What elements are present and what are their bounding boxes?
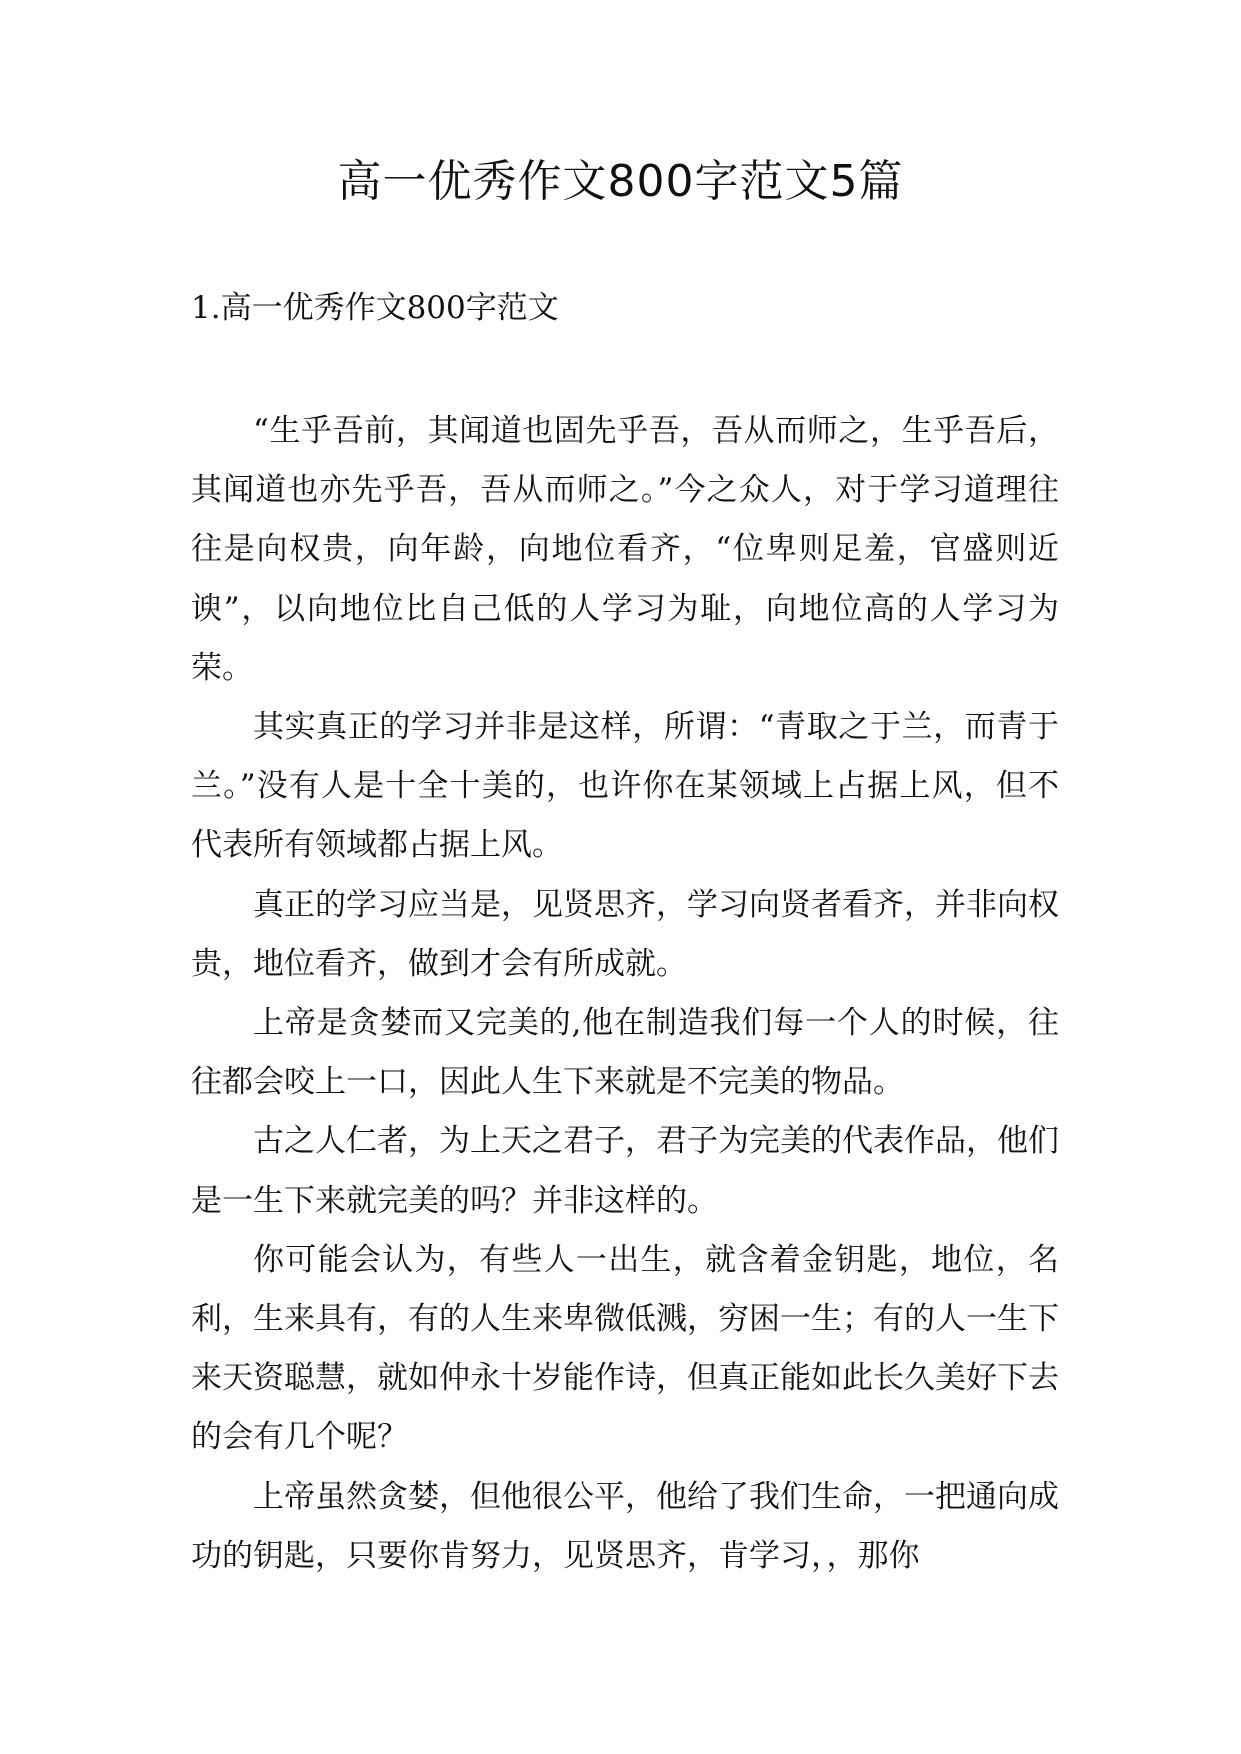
body-text xyxy=(191,402,1059,1586)
paragraph: 上帝是贪婪而又完美的,他在制造我们每一个人的时候，往往都会咬上一口，因此人生下来就是不完美的物品。 xyxy=(191,1005,1059,1101)
section-heading: 1.高一优秀作文800字范文 xyxy=(191,290,559,326)
page-title: 高一优秀作文800字范文5篇 xyxy=(337,156,904,207)
paragraph: 古之人仁者，为上天之君子，君子为完美的代表作品，他们是一生下来就完美的吗？并非这样的。 xyxy=(191,1123,1059,1219)
paragraph: “生乎吾前，其闻道也固先乎吾，吾从而师之，生乎吾后，其闻道也亦先乎吾，吾从而师之。”今之众人，对于学习道理往往是向权贵，向年龄，向地位看齐，“位卑则足羞，官盛则近谀”，以向地位比自己低的人学习为耻，向地位高的人学习为荣。 xyxy=(191,413,1059,686)
paragraph: 真正的学习应当是，见贤思齐，学习向贤者看齐，并非向权贵，地位看齐，做到才会有所成就。 xyxy=(191,886,1059,982)
paragraph: 上帝虽然贪婪，但他很公平，他给了我们生命，一把通向成功的钥匙，只要你肯努力，见贤思齐，肯学习，，那你 xyxy=(191,1478,1059,1574)
paragraph: 其实真正的学习并非是这样，所谓：“青取之于兰，而青于兰。”没有人是十全十美的，也许你在某领域上占据上风，但不代表所有领域都占据上风。 xyxy=(191,709,1059,864)
paragraph: 你可能会认为，有些人一出生，就含着金钥匙，地位，名利，生来具有，有的人生来卑微低溅，穷困一生；有的人一生下来天资聪慧，就如仲永十岁能作诗，但真正能如此长久美好下去的会有几个呢？ xyxy=(191,1241,1059,1456)
